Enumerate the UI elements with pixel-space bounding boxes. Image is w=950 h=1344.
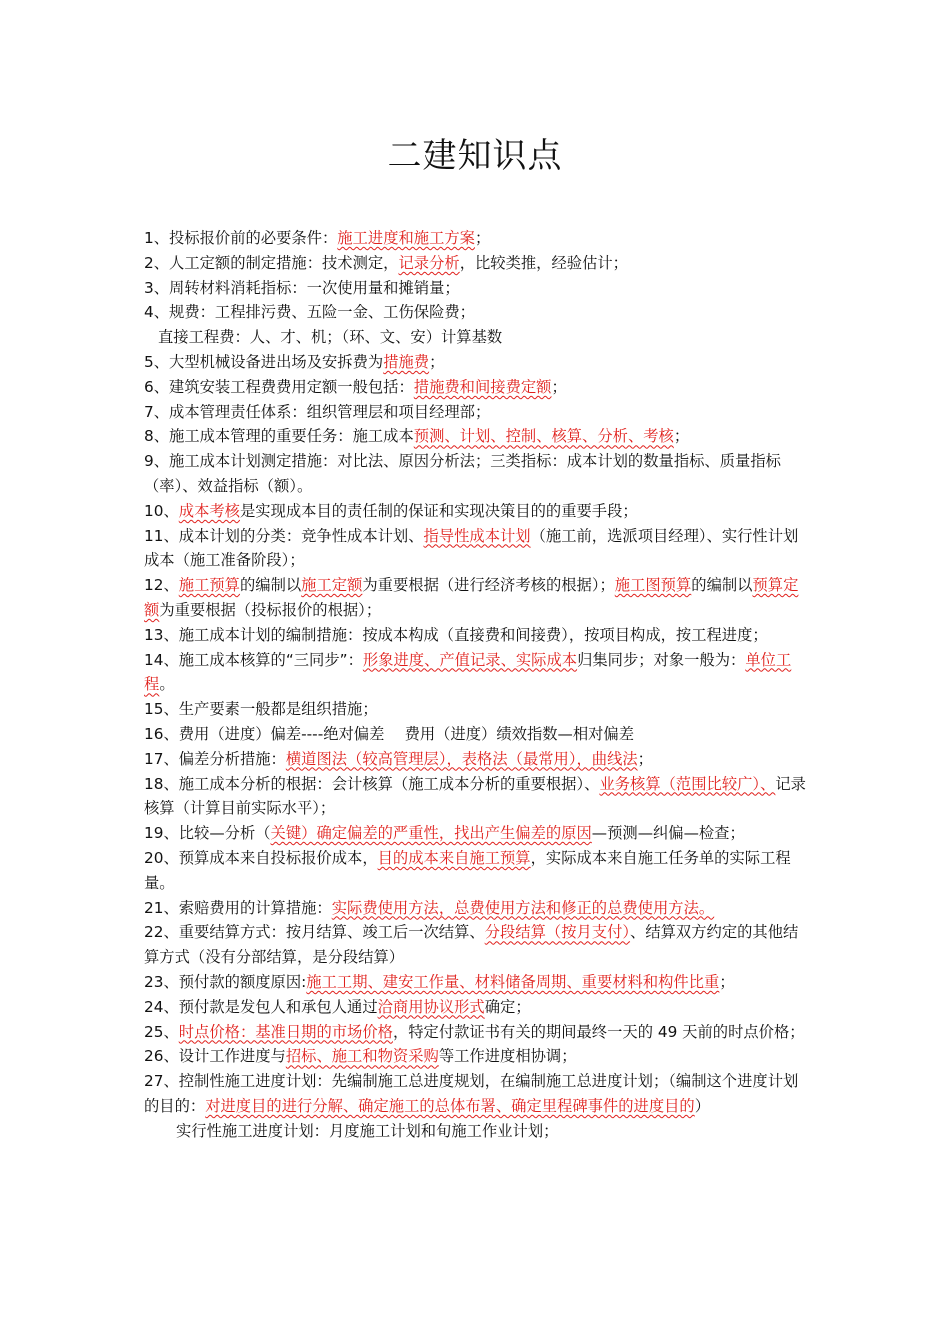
list-item: 2、人工定额的制定措施：技术测定，记录分析，比较类推，经验估计；	[144, 253, 628, 272]
list-item: 23、预付款的额度原因:施工工期、建安工作量、材料储备周期、重要材料和构件比重；	[144, 972, 735, 991]
list-item: 9、施工成本计划测定措施：对比法、原因分析法；三类指标：成本计划的数量指标、质量指标（率）、效益指标（额）。	[144, 452, 781, 495]
list-item: 20、预算成本来自投标报价成本，目的成本来自施工预算，实际成本来自施工任务单的实际工程量。	[144, 848, 791, 892]
list-item: 5、大型机械设备进出场及安拆费为措施费；	[144, 352, 445, 371]
list-item: 26、设计工作进度与招标、施工和物资采购等工作进度相协调；	[144, 1047, 577, 1066]
list-item: 8、施工成本管理的重要任务：施工成本预测、计划、控制、核算、分析、考核；	[144, 427, 690, 446]
page-title: 二建知识点	[387, 136, 563, 176]
list-item: 3、周转材料消耗指标：一次使用量和摊销量；	[144, 278, 460, 297]
list-item: 实行性施工进度计划：月度施工计划和旬施工作业计划；	[176, 1121, 559, 1140]
list-item: 11、成本计划的分类：竞争性成本计划、指导性成本计划（施工前，选派项目经理）、实行性计划成本（施工准备阶段）；	[144, 526, 799, 570]
list-item: 18、施工成本分析的根据：会计核算（施工成本分析的重要根据）、业务核算（范围比较广）、记录核算（计算目前实际水平）；	[144, 774, 806, 818]
list-item: 17、偏差分析措施：横道图法（较高管理层），表格法（最常用），曲线法；	[144, 749, 653, 768]
list-item: 16、费用（进度）偏差----绝对偏差 费用（进度）绩效指数—相对偏差	[144, 724, 635, 743]
list-item: 15、生产要素一般都是组织措施；	[144, 700, 378, 719]
list-item: 7、成本管理责任体系：组织管理层和项目经理部；	[144, 402, 491, 421]
list-item: 直接工程费：人、才、机；（环、文、安）计算基数	[158, 328, 503, 347]
list-item: 24、预付款是发包人和承包人通过洽商用协议形式确定；	[144, 997, 531, 1016]
list-item: 10、成本考核是实现成本目的责任制的保证和实现决策目的的重要手段；	[144, 501, 638, 520]
list-item: 27、控制性施工进度计划：先编制施工总进度规划，在编制施工总进度计划；（编制这个进度计划的目的：对进度目的进行分解、确定施工的总体布署、确定里程碑事件的进度目的）	[144, 1072, 799, 1115]
list-item: 6、建筑安装工程费费用定额一般包括：措施费和间接费定额；	[144, 377, 567, 396]
list-item: 12、施工预算的编制以施工定额为重要根据（进行经济考核的根据）；施工图预算的编制以预算定额为重要根据（投标报价的根据）；	[144, 576, 799, 619]
list-item: 4、规费：工程排污费、五险一金、工伤保险费；	[144, 303, 475, 322]
knowledge-list	[144, 226, 812, 1143]
list-item: 22、重要结算方式：按月结算、竣工后一次结算、分段结算（按月支付）、结算双方约定的其他结算方式（没有分部结算，是分段结算）	[144, 923, 799, 967]
list-item: 21、索赔费用的计算措施：实际费使用方法，总费使用方法和修正的总费使用方法。	[144, 898, 715, 917]
list-item: 1、投标报价前的必要条件：施工进度和施工方案；	[144, 229, 491, 247]
list-item: 25、时点价格：基准日期的市场价格，特定付款证书有关的期间最终一天的 49 天前的时点价格；	[144, 1022, 805, 1041]
list-item: 13、施工成本计划的编制措施：按成本构成（直接费和间接费），按项目构成，按工程进度；	[144, 625, 768, 644]
list-item: 14、施工成本核算的“三同步”：形象进度、产值记录、实际成本归集同步；对象一般为：单位工程。	[144, 650, 792, 694]
list-item: 19、比较—分析（关键）确定偏差的严重性，找出产生偏差的原因—预测—纠偏—检查；	[144, 824, 745, 843]
